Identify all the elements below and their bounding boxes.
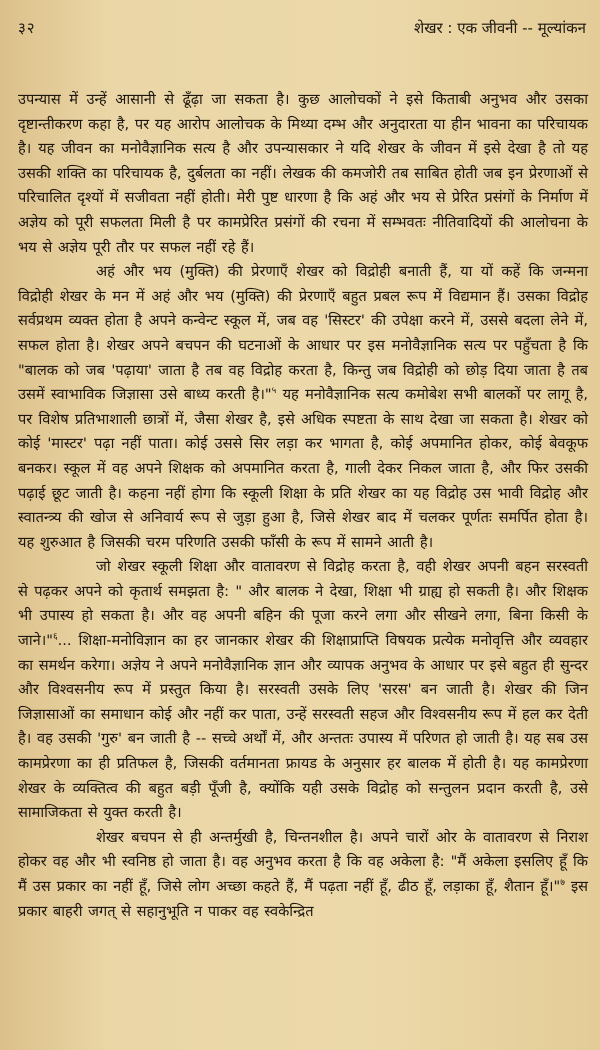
- paragraph-2: [18, 260, 588, 555]
- footnote-ref-5: ५: [271, 386, 277, 397]
- paragraph-2-text-a: अहं और भय (मुक्ति) की प्रेरणाएँ शेखर को विद्रोही बनाती हैं, या यों कहें कि जन्मना विद्रोही शेखर के मन में अहं और भय (मुक्ति) की प्रेरणाएँ बहुत प्रबल रूप में विद्यमान हैं। उसका विद्रोह सर्वप्रथम व्यक्त होता है अपने कन्वेन्ट स्कूल में, जब वह 'सिस्टर' की उपेक्षा करने में, उससे बदला लेने में, सफल होता है। शेखर अपने बचपन की घटनाओं के आधार पर इस मनोवैज्ञानिक सत्य पर पहुँचता है कि "बालक को जब 'पढ़ाया' जाता है तब वह विद्रोह करता है, किन्तु जब विद्रोही को छोड़ दिया जाता है तब उसमें स्वाभाविक जिज्ञासा उसे बाध्य करती है।": [18, 263, 588, 404]
- page-number: ३२: [18, 19, 36, 37]
- paragraph-4-text-b: इस प्रकार बाहरी जगत् से सहानुभूति न पाकर वह स्वकेन्द्रित: [18, 878, 588, 920]
- footnote-ref-6: ६: [52, 632, 58, 643]
- footnote-ref-7: ७: [560, 878, 565, 889]
- running-title: शेखर : एक जीवनी -- मूल्यांकन: [414, 19, 586, 37]
- paragraph-3-text-b: ... शिक्षा-मनोविज्ञान का हर जानकार शेखर की शिक्षाप्राप्ति विषयक प्रत्येक मनोवृत्ति और व्यवहार का समर्थन करेगा। अज्ञेय ने अपने मनोवैज्ञानिक ज्ञान और व्यापक अनुभव के आधार पर इसे बहुत ही सुन्दर और विश्वसनीय रूप में प्रस्तुत किया है। सरस्वती उसके लिए 'सरस' बन जाती है। शेखर की जिन जिज्ञासाओं का समाधान कोई और नहीं कर पाता, उन्हें सरस्वती सहज और विश्वसनीय रूप में हल कर देती है। वह उसकी 'गुरु' बन जाती है -- सच्चे अर्थों में, और अन्ततः उपास्य में परिणत हो जाती है। यह सब उस कामप्रेरणा का ही प्रतिफल है, जिसकी वर्तमानता फ्रायड के अनुसार हर बालक में होती है। यह कामप्रेरणा शेखर के व्यक्तित्व की बहुत बड़ी पूँजी है, क्योंकि यही उसके विद्रोह को सन्तुलन प्रदान करती है, उसे सामाजिकता से युक्त करती है।: [18, 632, 588, 822]
- paragraph-1: [18, 88, 588, 260]
- paragraph-2-text-b: यह मनोवैज्ञानिक सत्य कमोबेश सभी बालकों पर लागू है, पर विशेष प्रतिभाशाली छात्रों में, जैसा शेखर है, इसे अधिक स्पष्टता के साथ देखा जा सकता है। शेखर को कोई 'मास्टर' पढ़ा नहीं पाता। कोई उससे सिर लड़ा कर भागता है, कोई अपमानित होकर, कोई बेवकूफ बनकर। स्कूल में वह अपने शिक्षक को अपमानित करता है, गाली देकर निकल जाता है, और फिर उसकी पढ़ाई छूट जाती है। कहना नहीं होगा कि स्कूली शिक्षा के प्रति शेखर का यह विद्रोह उस भावी विद्रोह और स्वातन्त्र्य की खोज से अनिवार्य रूप से जुड़ा हुआ है, जिसे शेखर बाद में चलकर पूर्णतः समर्पित होता है। यह शुरुआत है जिसकी चरम परिणति उसकी फाँसी के रूप में सामने आती है।: [18, 386, 588, 551]
- paragraph-4-text-a: शेखर बचपन से ही अन्तर्मुखी है, चिन्तनशील है। अपने चारों ओर के वातावरण से निराश होकर वह और भी स्वनिष्ठ हो जाता है। वह अनुभव करता है कि वह अकेला है: "मैं अकेला इसलिए हूँ कि मैं उस प्रकार का नहीं हूँ, जिसे लोग अच्छा कहते हैं, मैं पढ़ता नहीं हूँ, ढीठ हूँ, लड़ाका हूँ, शैतान हूँ।": [18, 828, 588, 895]
- page-header: [18, 18, 586, 42]
- paragraph-1-text: उपन्यास में उन्हें आसानी से ढूँढ़ा जा सकता है। कुछ आलोचकों ने इसे किताबी अनुभव और उसका दृष्टान्तीकरण कहा है, पर यह आरोप आलोचक के मिथ्या दम्भ और अनुदारता या हीन भावना का परिचायक है। यह जीवन का मनोवैज्ञानिक सत्य है और उपन्यासकार ने यदि शेखर के जीवन में इसे देखा है तो यह उसकी शक्ति का परिचायक है, दुर्बलता का नहीं। लेखक की कमजोरी तब साबित होती जब इन प्रेरणाओं से परिचालित दृश्यों में सजीवता नहीं होती। मेरी पुष्ट धारणा है कि अहं और भय से प्रेरित प्रसंगों के निर्माण में अज्ञेय को पूरी सफलता मिली है पर कामप्रेरित प्रसंगों की रचना में सम्भवतः नीतिवादियों की आलोचना के भय से अज्ञेय पूरी तौर पर सफल नहीं रहे हैं।: [18, 91, 588, 256]
- paragraph-4: [18, 826, 588, 924]
- paragraph-3-text-a: जो शेखर स्कूली शिक्षा और वातावरण से विद्रोह करता है, वही शेखर अपनी बहन सरस्वती से पढ़कर अपने को कृतार्थ समझता है: " और बालक ने देखा, शिक्षा भी ग्राह्य हो सकती है। और शिक्षक भी उपास्य हो सकता है। और वह अपनी बहिन की पूजा करने लगा और सीखने लगा, बिना किसी के जाने।": [18, 558, 588, 650]
- body-text: [18, 88, 588, 924]
- paragraph-3: [18, 555, 588, 826]
